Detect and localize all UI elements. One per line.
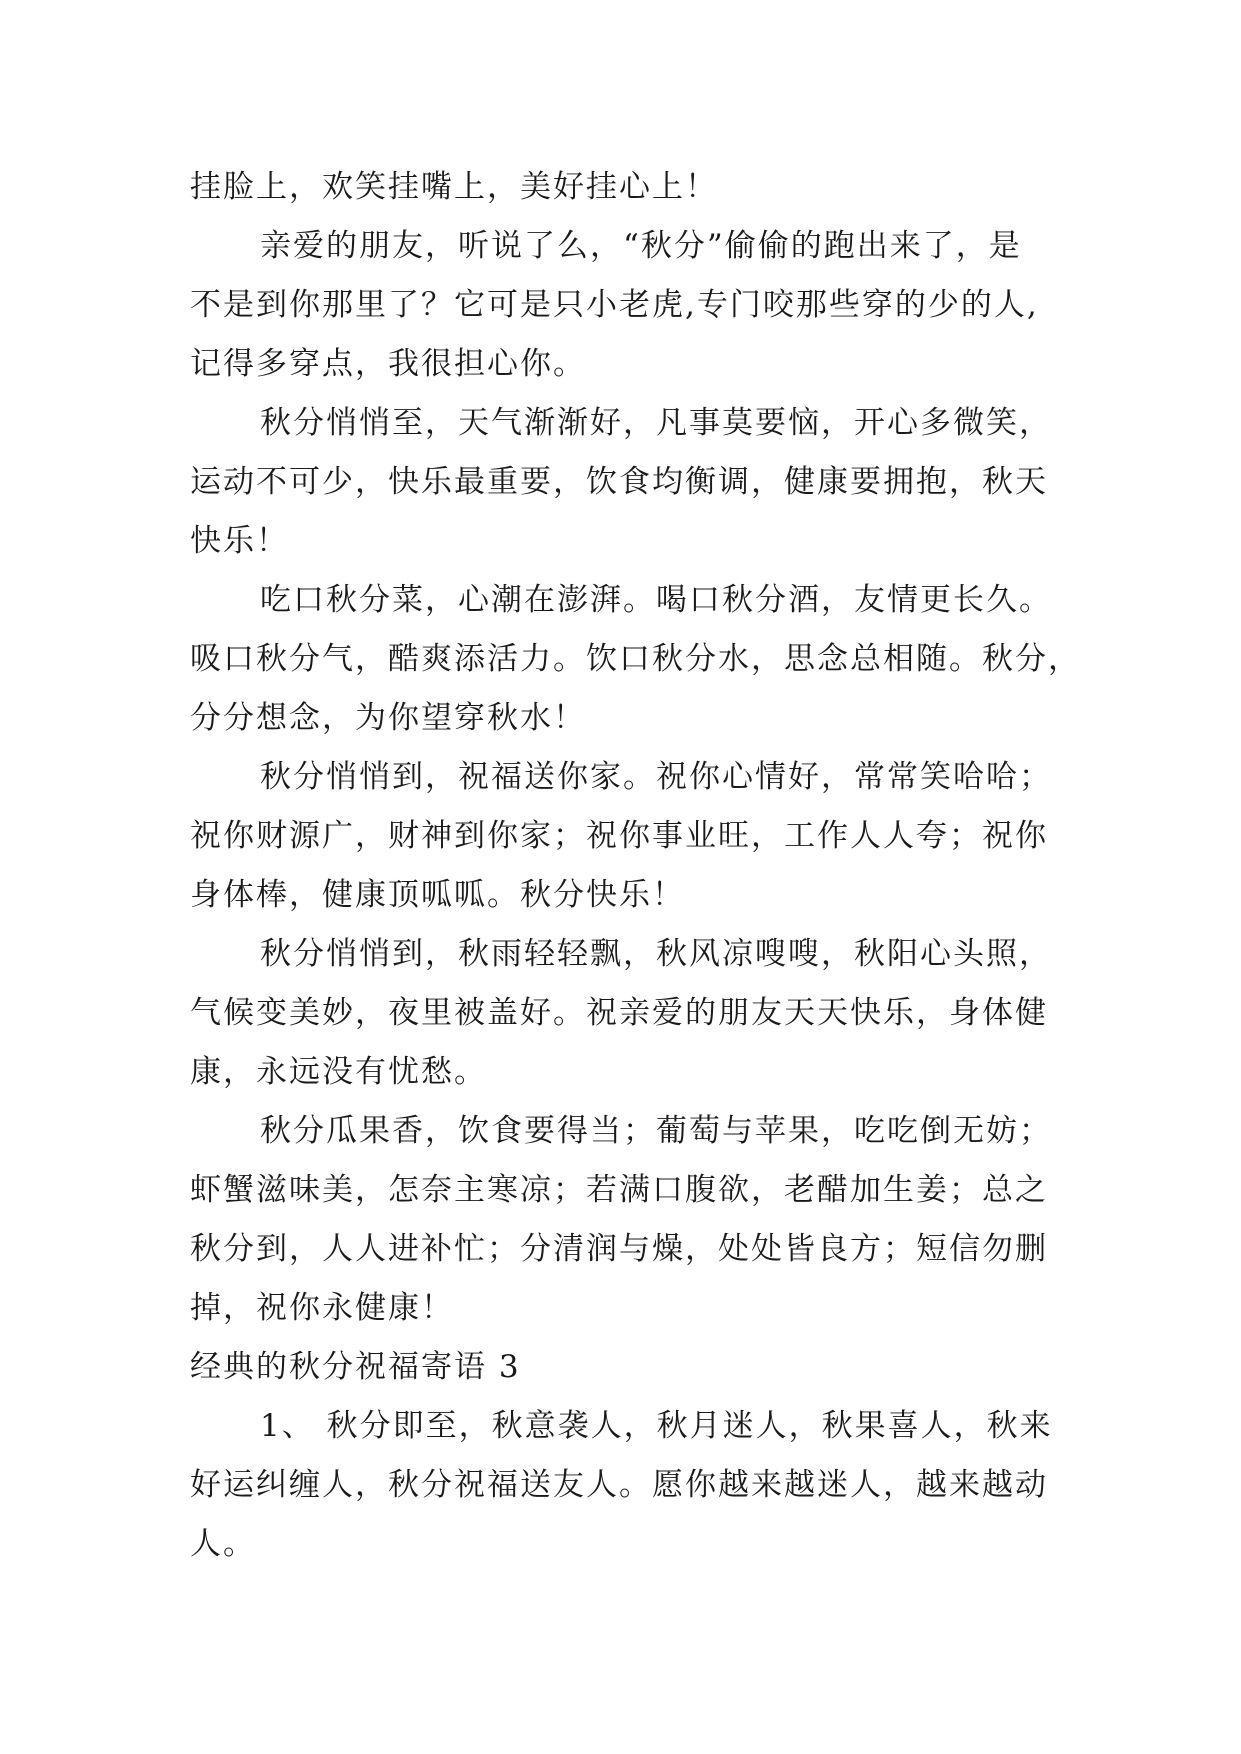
- paragraph-first-line: 秋分悄悄到，祝福送你家。祝你心情好，常常笑哈哈；: [260, 759, 1052, 795]
- text-line: 康，永远没有忧愁。: [190, 1054, 487, 1090]
- text-line: 人。: [190, 1526, 256, 1562]
- text-line: 运动不可少，快乐最重要，饮食均衡调，健康要拥抱，秋天: [190, 464, 1048, 500]
- paragraph-first-line: 吃口秋分菜，心潮在澎湃。喝口秋分酒，友情更长久。: [260, 582, 1052, 618]
- text-line: 吸口秋分气，酷爽添活力。饮口秋分水，思念总相随。秋分，: [190, 641, 1081, 677]
- text-line: 记得多穿点，我很担心你。: [190, 346, 586, 382]
- paragraph-first-line: 秋分瓜果香，饮食要得当；葡萄与苹果，吃吃倒无妨；: [260, 1113, 1052, 1149]
- text-line: 祝你财源广，财神到你家；祝你事业旺，工作人人夸；祝你: [190, 818, 1048, 854]
- text-line: 挂脸上，欢笑挂嘴上，美好挂心上！: [190, 169, 718, 205]
- paragraph-first-line: 秋分悄悄到，秋雨轻轻飘，秋风凉嗖嗖，秋阳心头照，: [260, 936, 1052, 972]
- paragraph-first-line: 亲爱的朋友，听说了么，“秋分”偷偷的跑出来了，是: [260, 228, 1022, 264]
- text-line: 好运纠缠人，秋分祝福送友人。愿你越来越迷人，越来越动: [190, 1467, 1048, 1503]
- text-line: 快乐！: [190, 523, 289, 559]
- text-line: 掉，祝你永健康！: [190, 1290, 454, 1326]
- text-line: 气候变美妙，夜里被盖好。祝亲爱的朋友天天快乐，身体健: [190, 995, 1048, 1031]
- text-line: 虾蟹滋味美，怎奈主寒凉；若满口腹欲，老醋加生姜；总之: [190, 1172, 1048, 1208]
- numbered-item-first-line: 1、 秋分即至，秋意袭人，秋月迷人，秋果喜人，秋来: [260, 1408, 1053, 1444]
- document-body: [190, 158, 1081, 1574]
- section-heading: 经典的秋分祝福寄语 3: [190, 1349, 521, 1385]
- text-line: 分分想念，为你望穿秋水！: [190, 700, 586, 736]
- paragraph-first-line: 秋分悄悄至，天气渐渐好，凡事莫要恼，开心多微笑，: [260, 405, 1052, 441]
- text-line: 秋分到，人人进补忙；分清润与燥，处处皆良方；短信勿删: [190, 1231, 1048, 1267]
- text-line: 身体棒，健康顶呱呱。秋分快乐！: [190, 877, 685, 913]
- text-line: 不是到你那里了？它可是只小老虎,专门咬那些穿的少的人,: [190, 287, 1039, 323]
